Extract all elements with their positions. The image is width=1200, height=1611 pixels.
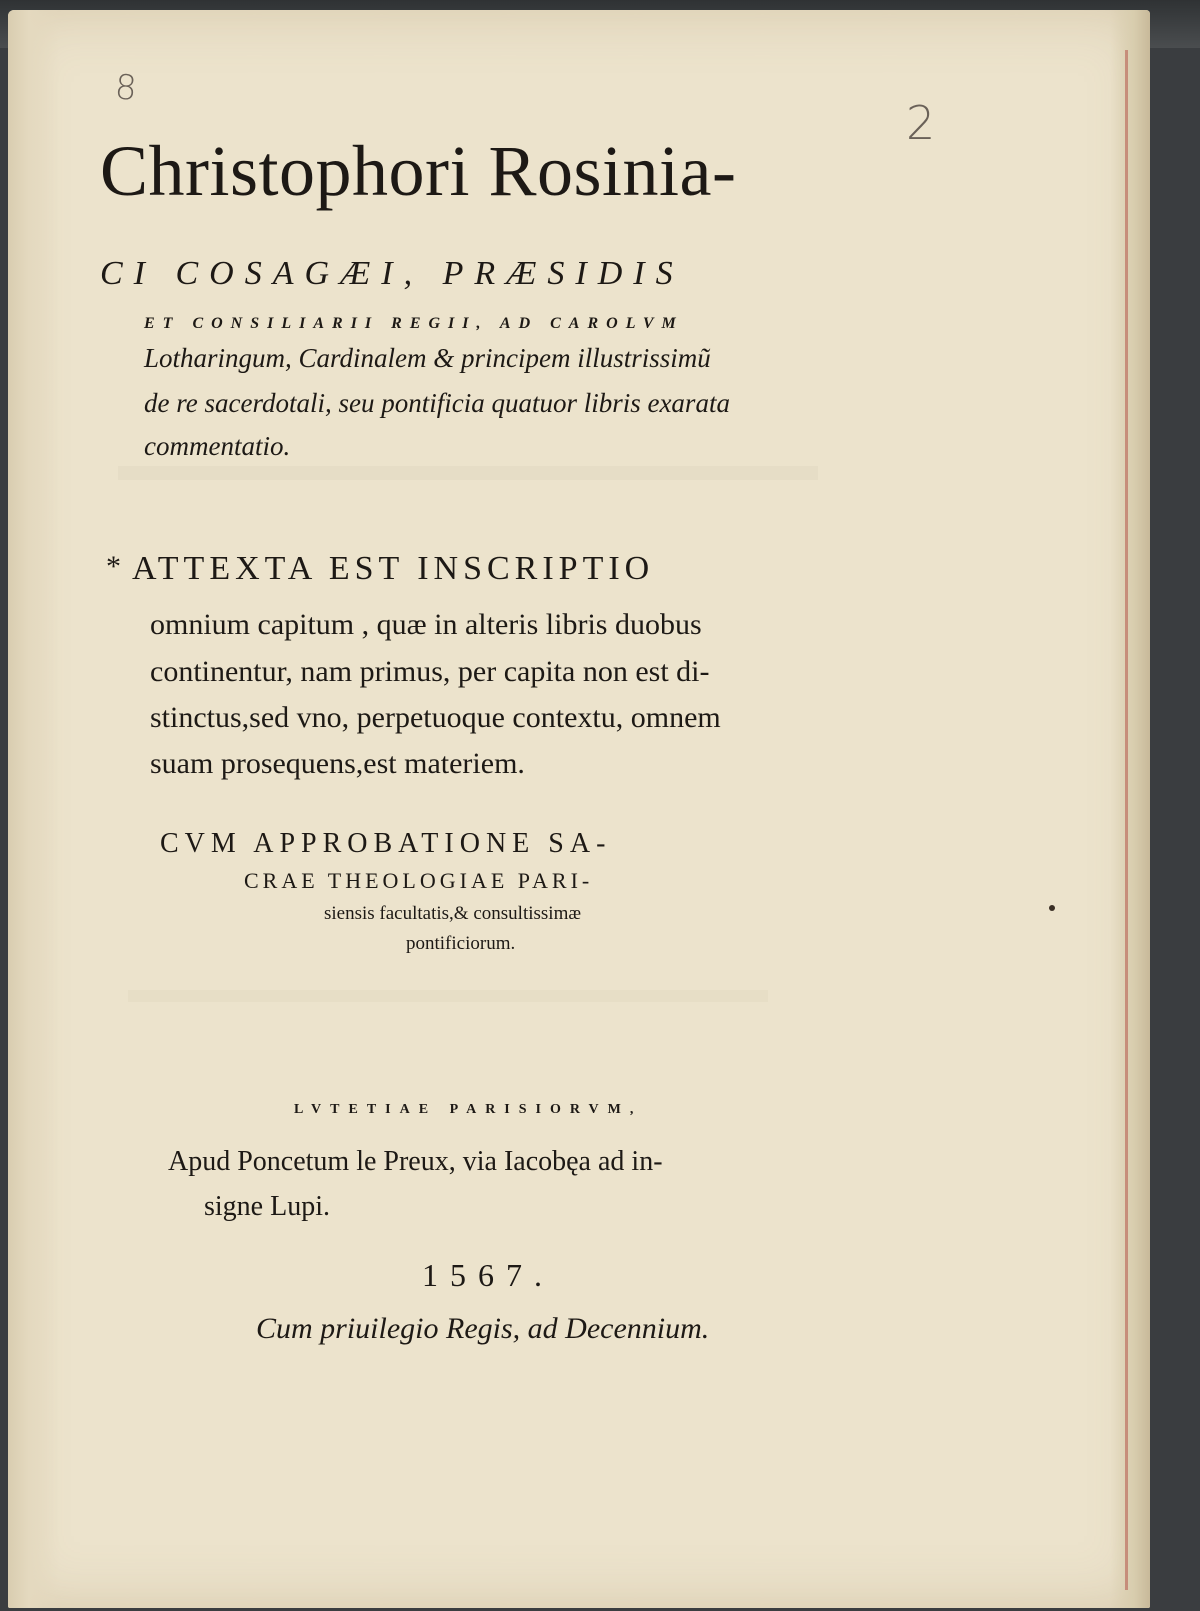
page-right-edge: [1110, 10, 1150, 1608]
title-page: [8, 10, 1150, 1608]
italic-line-2: de re sacerdotali, seu pontificia quatuor libris exarata: [144, 388, 730, 418]
printer-line-1: Apud Poncetum le Preux, via Iacobęa ad in-: [168, 1146, 663, 1177]
place-line: LVTETIAE PARISIORVM,: [294, 1102, 643, 1117]
page-left-curl: [8, 10, 60, 1608]
body-line-2: continentur, nam primus, per capita non est di-: [150, 655, 710, 688]
caps-line-2: ET CONSILIARII REGII, AD CAROLVM: [144, 315, 684, 332]
body-line-4: suam prosequens,est materiem.: [150, 747, 525, 780]
page-red-edge: [1125, 50, 1128, 1590]
printer-line-2: signe Lupi.: [204, 1191, 330, 1222]
approbation-line-3: siensis facultatis,& consultissimæ: [324, 903, 582, 924]
body-line-3: stinctus,sed vno, perpetuoque contextu, omnem: [150, 701, 721, 734]
italic-line-3: commentatio.: [144, 431, 291, 461]
ink-spot: [1049, 905, 1055, 911]
handwritten-folio-left: 8: [113, 67, 139, 109]
italic-line-1: Lotharingum, Cardinalem & principem illustrissimũ: [144, 343, 711, 373]
title-line: Christophori Rosinia-: [100, 131, 737, 211]
approbation-line-1: CVM APPROBATIONE SA-: [160, 828, 612, 859]
body-line-1: omnium capitum , quæ in alteris libris duobus: [150, 608, 702, 641]
year: 1567.: [422, 1257, 554, 1293]
approbation-line-4: pontificiorum.: [406, 933, 516, 954]
show-through-band: [118, 466, 818, 480]
caps-line-1: CI COSAGÆI, PRÆSIDIS: [100, 255, 684, 292]
handwritten-folio-right: 2: [906, 96, 936, 150]
attexta-line: ATTEXTA EST INSCRIPTIO: [132, 550, 655, 587]
privilege-line: Cum priuilegio Regis, ad Decennium.: [256, 1312, 710, 1345]
approbation-line-2: CRAE THEOLOGIAE PARI-: [244, 868, 594, 893]
show-through-band: [128, 990, 768, 1002]
ornament-mark: *: [106, 550, 121, 583]
